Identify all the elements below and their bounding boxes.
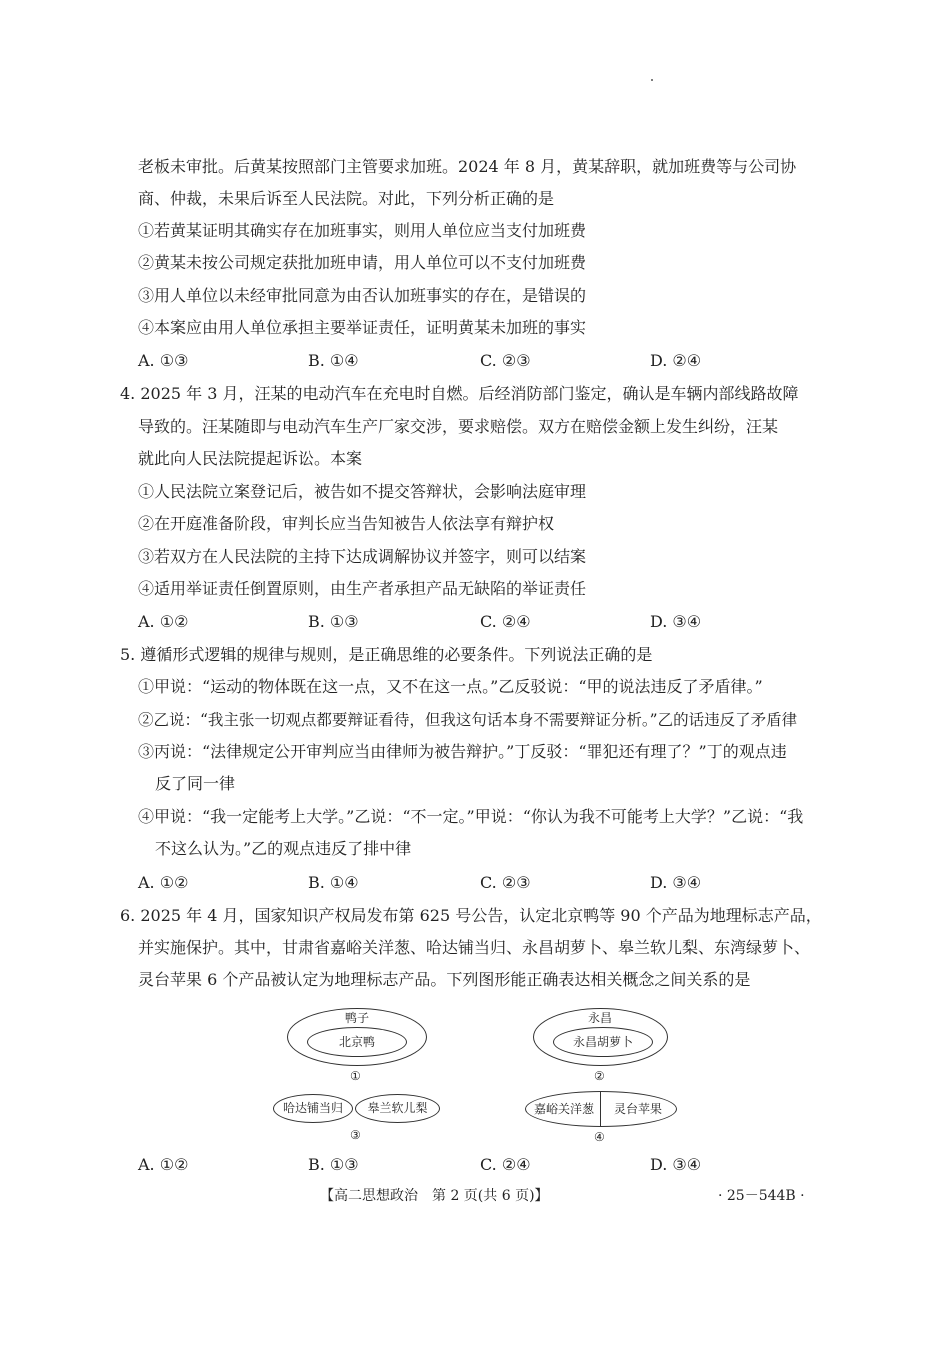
page-footer-code: · 25－544B ·: [718, 1188, 805, 1204]
q3-option-1: ①若黄某证明其确实存在加班事实，则用人单位应当支付加班费: [138, 221, 587, 240]
diagram-4-left-label: 嘉峪关洋葱: [533, 1102, 594, 1116]
q5-answer-c: C. ②③: [480, 873, 531, 892]
q4-answer-a: A. ①②: [138, 612, 189, 631]
q5-option-4-cont: 不这么认为。”乙的观点违反了排中律: [155, 839, 412, 858]
scan-speck: [651, 79, 653, 81]
diagram-3-left-label: 哈达铺当归: [282, 1101, 343, 1115]
q3-text-line-2: 商、仲裁，未果后诉至人民法院。对此，下列分析正确的是: [138, 189, 555, 208]
q5-answer-a: A. ①②: [138, 873, 189, 892]
q3-answer-a: A. ①③: [138, 351, 189, 370]
q4-text-line-1: 4. 2025 年 3 月，汪某的电动汽车在充电时自燃。后经消防部门鉴定，确认是车辆内部线路故障: [120, 384, 799, 403]
q4-answer-d: D. ③④: [650, 612, 702, 631]
q6-answer-a: A. ①②: [138, 1155, 189, 1174]
q6-text-line-3: 灵台苹果 6 个产品被认定为地理标志产品。下列图形能正确表达相关概念之间关系的是: [138, 970, 751, 989]
q4-option-4: ④适用举证责任倒置原则，由生产者承担产品无缺陷的举证责任: [138, 579, 587, 598]
diagram-2-number: ②: [594, 1069, 605, 1083]
diagram-1-outer-label: 鸭子: [344, 1011, 369, 1025]
q3-option-3: ③用人单位以未经审批同意为由否认加班事实的存在，是错误的: [138, 286, 587, 305]
diagram-1-inner-label: 北京鸭: [338, 1035, 375, 1049]
q6-text-line-1: 6. 2025 年 4 月，国家知识产权局发布第 625 号公告，认定北京鸭等 90 个产品为地理标志产品，: [120, 906, 822, 925]
diagram-2-outer-label: 永昌: [587, 1011, 612, 1025]
q4-text-line-2: 导致的。汪某随即与电动汽车生产厂家交涉，要求赔偿。双方在赔偿金额上发生纠纷，汪某: [138, 417, 779, 436]
diagram-3-right-label: 皋兰软儿梨: [367, 1101, 428, 1115]
diagram-1-number: ①: [350, 1069, 361, 1083]
q3-option-2: ②黄某未按公司规定获批加班申请，用人单位可以不支付加班费: [138, 253, 587, 272]
q4-option-2: ②在开庭准备阶段，审判长应当告知被告人依法享有辩护权: [138, 514, 555, 533]
q6-answer-b: B. ①③: [308, 1155, 359, 1174]
q5-option-1: ①甲说：“运动的物体既在这一点，又不在这一点。”乙反驳说：“甲的说法违反了矛盾律。”: [138, 677, 763, 696]
q3-answer-d: D. ②④: [650, 351, 702, 370]
diagram-2-inner-label: 永昌胡萝卜: [572, 1035, 633, 1049]
q6-answer-d: D. ③④: [650, 1155, 702, 1174]
q5-answer-b: B. ①④: [308, 873, 359, 892]
q4-answer-c: C. ②④: [480, 612, 531, 631]
q4-answer-b: B. ①③: [308, 612, 359, 631]
q5-answer-d: D. ③④: [650, 873, 702, 892]
q5-option-4: ④甲说：“我一定能考上大学。”乙说：“不一定。”甲说：“你认为我不可能考上大学？”乙说：“我: [138, 807, 804, 826]
q4-option-1: ①人民法院立案登记后，被告如不提交答辩状，会影响法庭审理: [138, 482, 587, 501]
diagram-3-number: ③: [350, 1128, 361, 1142]
q5-text-line-1: 5. 遵循形式逻辑的规律与规则，是正确思维的必要条件。下列说法正确的是: [120, 645, 653, 664]
q3-text-line-1: 老板未审批。后黄某按照部门主管要求加班。2024 年 8 月，黄某辞职，就加班费等与公司协: [138, 157, 797, 176]
q6-text-line-2: 并实施保护。其中，甘肃省嘉峪关洋葱、哈达铺当归、永昌胡萝卜、皋兰软儿梨、东湾绿萝卜、: [138, 938, 811, 957]
q6-answer-c: C. ②④: [480, 1155, 531, 1174]
q3-answer-c: C. ②③: [480, 351, 531, 370]
q5-option-3: ③丙说：“法律规定公开审判应当由律师为被告辩护。”丁反驳：“罪犯还有理了？”丁的观点违: [138, 742, 787, 761]
diagram-4-right-label: 灵台苹果: [613, 1102, 662, 1116]
q5-option-3-cont: 反了同一律: [155, 774, 236, 793]
page-footer-title: 【高二思想政治 第 2 页(共 6 页)】: [320, 1188, 549, 1204]
diagram-4-divider: [600, 1091, 601, 1127]
q3-option-4: ④本案应由用人单位承担主要举证责任，证明黄某未加班的事实: [138, 318, 587, 337]
q5-option-2: ②乙说：“我主张一切观点都要辩证看待，但我这句话本身不需要辩证分析。”乙的话违反了矛盾律: [138, 711, 798, 729]
diagram-4-number: ④: [594, 1130, 605, 1144]
q4-option-3: ③若双方在人民法院的主持下达成调解协议并签字，则可以结案: [138, 547, 587, 566]
q3-answer-b: B. ①④: [308, 351, 359, 370]
q4-text-line-3: 就此向人民法院提起诉讼。本案: [138, 449, 363, 468]
